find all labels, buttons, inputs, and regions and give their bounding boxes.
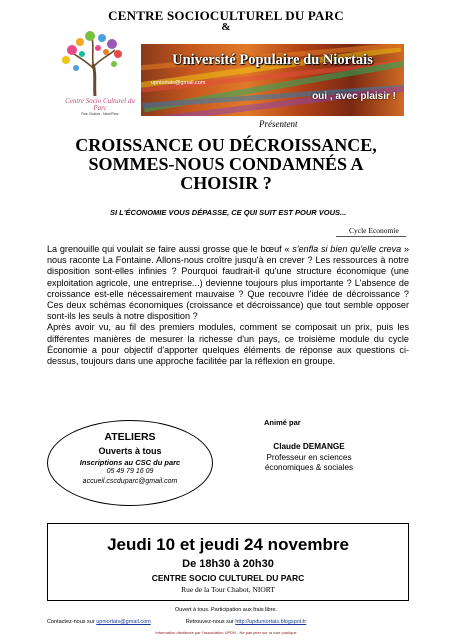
ateliers-subtitle: Ouverts à tous bbox=[98, 446, 162, 456]
ateliers-box bbox=[47, 420, 213, 506]
tree-logo-icon bbox=[52, 28, 138, 98]
up-banner bbox=[141, 44, 404, 116]
event-date: Jeudi 10 et jeudi 24 novembre bbox=[107, 535, 349, 554]
event-box bbox=[47, 523, 409, 601]
paragraph-1 bbox=[47, 244, 409, 322]
organizer-name: CENTRE SOCIOCULTUREL DU PARC bbox=[108, 8, 344, 23]
ateliers-email[interactable]: accueil.cscduparc@gmail.com bbox=[82, 478, 178, 485]
footer-contact-label: Contactez-nous sur bbox=[47, 619, 95, 625]
speaker-name: Claude DEMANGE bbox=[273, 442, 345, 451]
footer-follow-label: Retrouvez-nous sur bbox=[185, 619, 234, 625]
paragraph-1-quote: s'enfla si bien qu'elle creva bbox=[292, 244, 402, 254]
ateliers-phone: 05 49 79 16 09 bbox=[106, 468, 154, 475]
event-address: Rue de la Tour Chabot, NIORT bbox=[181, 585, 275, 594]
footer-legal: Information distribuée par l'association UPDN - Ne pas jeter sur la voie publique bbox=[155, 630, 297, 635]
presenter-label: Présentent bbox=[259, 119, 298, 129]
main-title bbox=[0, 136, 452, 193]
title-line-3: CHOISIR ? bbox=[180, 173, 272, 193]
speaker-role-2: économiques & sociales bbox=[264, 463, 354, 472]
tagline: SI L'ÉCONOMIE VOUS DÉPASSE, CE QUI SUIT EST POUR VOUS... bbox=[110, 208, 347, 217]
speaker-block bbox=[238, 442, 380, 474]
logo-address: Rue Chabot - Niort/Parc bbox=[81, 112, 119, 116]
paragraph-1-rest: » nous raconte La Fontaine. Allons-nous croître jusqu'à en crever ? Les ressources à notre disposition sont-elles infinies ? Pourquoi faudrait-il qu'une structure économique (une exploitation agricole, une entreprise...) devienne toujours plus importante ? L'absence de croissance est-elle nécessairement mauvaise ? Que recouvre l'idée de décroissance ? Ces deux schémas économiques (croissance et décroissance) que tout semble opposer sont-ils les seuls à notre disposition ? bbox=[47, 244, 410, 322]
ateliers-registration: Inscriptions au CSC du parc bbox=[79, 458, 181, 467]
speaker-role-1: Professeur en sciences bbox=[266, 452, 352, 462]
footer-blog-link[interactable]: http://upduniortais.blogspot.fr bbox=[235, 619, 307, 625]
cycle-divider bbox=[336, 236, 406, 237]
footer-email-link[interactable]: upniortais@gmail.com bbox=[96, 619, 151, 625]
paragraph-2: Après avoir vu, au fil des premiers modules, comment se composait un prix, puis les différentes manières de mesurer la richesse d'un pays, ce troisième module du cycle Économie a pour objectif d'apporter quelques éléments de réponse aux questions ci-dessus, toujours dans une approche facilitée par la réflexion en groupe. bbox=[47, 322, 409, 367]
paragraph-1-start: La grenouille qui voulait se faire aussi grosse que le bœuf « bbox=[47, 244, 293, 254]
logo-name: Centre Socio Culturel du Parc bbox=[65, 97, 135, 112]
banner-email: upniortais@gmail.com bbox=[151, 80, 206, 86]
banner-slogan: oui , avec plaisir ! bbox=[312, 91, 396, 102]
body-text bbox=[47, 244, 409, 367]
footer-contact bbox=[47, 619, 409, 625]
ateliers-title: ATELIERS bbox=[104, 431, 156, 443]
ampersand: & bbox=[221, 21, 231, 33]
csc-logo bbox=[52, 28, 138, 120]
banner-title: Université Populaire du Niortais bbox=[172, 52, 373, 68]
event-time: De 18h30 à 20h30 bbox=[182, 558, 274, 570]
event-venue: CENTRE SOCIO CULTUREL DU PARC bbox=[151, 573, 305, 583]
speaker-label: Animé par bbox=[264, 418, 301, 427]
footer-open: Ouvert à tous. Participation aux frais libre. bbox=[174, 607, 278, 613]
title-line-2: SOMMES-NOUS CONDAMNÉS A bbox=[88, 154, 364, 174]
cycle-label: Cycle Economie bbox=[349, 226, 399, 235]
title-line-1: CROISSANCE OU DÉCROISSANCE, bbox=[75, 135, 377, 155]
